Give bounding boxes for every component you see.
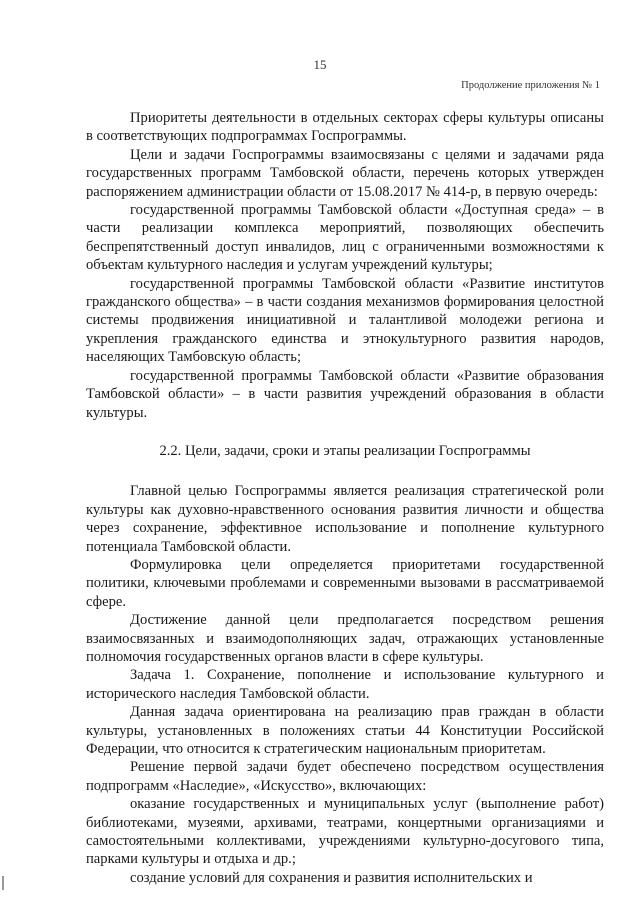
paragraph: Главной целью Госпрограммы является реализация стратегической роли культуры как духовно-нравственного основания развития личности и общества через сохранение, эффективное использование и пополнение культурного потенциала Тамбовской области. — [86, 483, 604, 555]
paragraph: государственной программы Тамбовской области «Развитие образования Тамбовской области» – в части развития учреждений образования в области культуры. — [86, 367, 604, 421]
paragraph: Формулировка цели определяется приоритетами государственной политики, ключевыми проблемами и современными вызовами в рассматриваемой сфере. — [86, 556, 604, 610]
paragraph: Достижение данной цели предполагается посредством решения взаимосвязанных и взаимодополняющих задач, отражающих установленные полномочия государственных органов власти в сфере культуры. — [86, 612, 604, 665]
paragraph: Цели и задачи Госпрограммы взаимосвязаны с целями и задачами ряда государственных программ Тамбовской области, перечень которых утвержден распоряжением администрации области от 15.08.2017 № 414-р, в первую очередь: — [86, 146, 604, 200]
scan-edge-mark — [2, 876, 4, 890]
document-body — [86, 109, 604, 887]
paragraph: Задача 1. Сохранение, пополнение и использование культурного и исторического наследия Тамбовской области. — [86, 667, 604, 702]
paragraph: государственной программы Тамбовской области «Доступная среда» – в части реализации комплекса мероприятий, позволяющих обеспечить беспрепятственный доступ инвалидов, лиц с ограниченными возможностями к объектам культурного наследия и услугам учреждений культуры; — [86, 202, 604, 274]
section-heading: 2.2. Цели, задачи, сроки и этапы реализации Госпрограммы — [159, 442, 531, 459]
paragraph: оказание государственных и муниципальных услуг (выполнение работ) библиотеками, музеями, архивами, театрами, концертными организациями и самостоятельными коллективами, учреждениями культурно-досугового типа, парками культуры и отдыха и др.; — [86, 796, 604, 868]
paragraph: Данная задача ориентирована на реализацию прав граждан в области культуры, установленных в положениях статьи 44 Конституции Российской Федерации, что относится к стратегическим национальным приоритетам. — [86, 704, 604, 757]
paragraph: Приоритеты деятельности в отдельных секторах сферы культуры описаны в соответствующих подпрограммах Госпрограммы. — [86, 110, 604, 145]
page-number: 15 — [313, 57, 327, 72]
paragraph: государственной программы Тамбовской области «Развитие институтов гражданского общества» – в части создания механизмов формирования целостной системы продвижения инициативной и талантливой молодежи региона и укрепления гражданского единства и этнокультурного развития народов, населяющих Тамбовскую область; — [86, 275, 604, 366]
paragraph: Решение первой задачи будет обеспечено посредством осуществления подпрограмм «Наследие», «Искусство», включающих: — [86, 759, 604, 794]
appendix-continuation-note: Продолжение приложения № 1 — [461, 80, 600, 91]
paragraph: создание условий для сохранения и развития исполнительских и — [130, 869, 533, 886]
